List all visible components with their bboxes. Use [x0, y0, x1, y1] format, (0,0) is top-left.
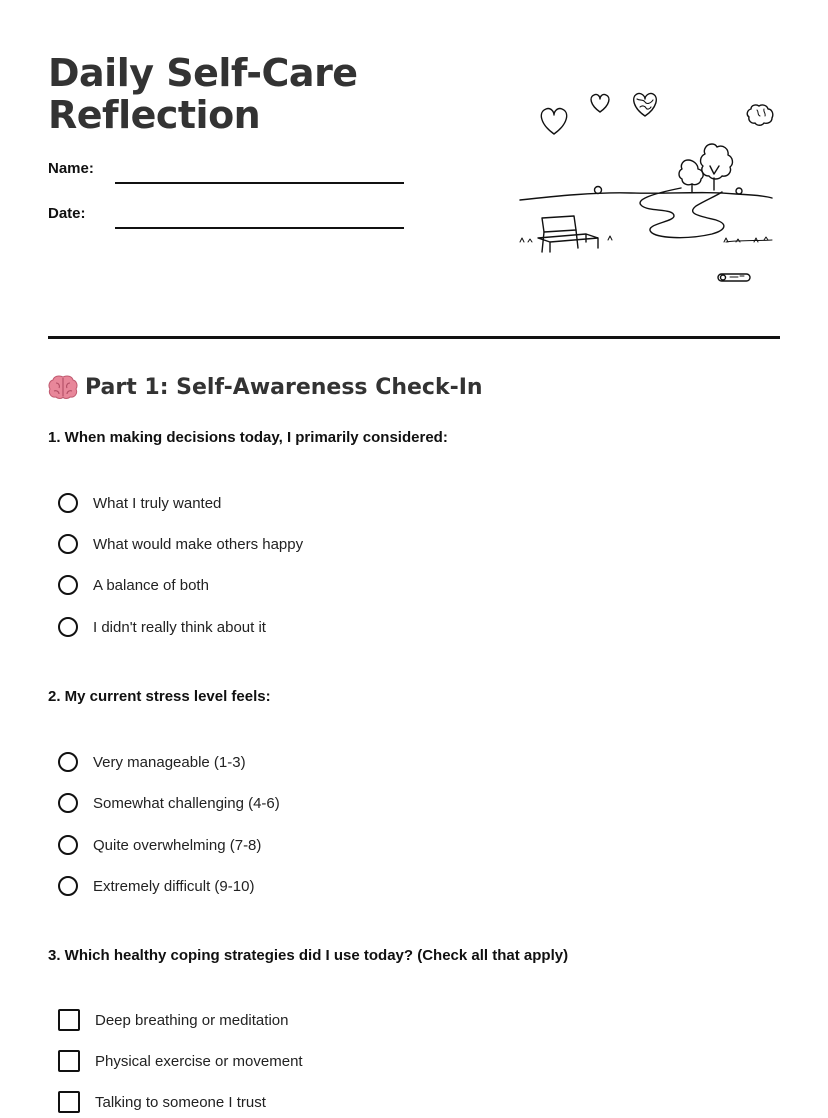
- option-label: A balance of both: [93, 576, 209, 594]
- checkbox[interactable]: [58, 1091, 80, 1113]
- part-1-heading-text: Part 1: Self-Awareness Check-In: [85, 374, 483, 400]
- radio-button[interactable]: [58, 793, 78, 813]
- radio-button[interactable]: [58, 534, 78, 554]
- q3-option[interactable]: [58, 1048, 303, 1074]
- worksheet-page: [48, 0, 780, 1118]
- title-line-1: Daily Self-Care: [48, 51, 358, 95]
- option-label: What would make others happy: [93, 535, 304, 553]
- heart-icon: [591, 94, 609, 112]
- option-label: Very manageable (1-3): [93, 753, 246, 771]
- q2-option[interactable]: [58, 749, 246, 775]
- date-field[interactable]: [48, 205, 408, 231]
- title-line-2: Reflection: [48, 93, 261, 137]
- globe-heart-icon: [634, 93, 657, 116]
- option-label: I didn't really think about it: [93, 618, 266, 636]
- q2-option[interactable]: [58, 790, 280, 816]
- q1-option[interactable]: [58, 614, 266, 640]
- option-label: Quite overwhelming (7-8): [93, 836, 262, 854]
- option-label: Somewhat challenging (4-6): [93, 794, 280, 812]
- section-divider: [48, 336, 780, 339]
- radio-button[interactable]: [58, 493, 78, 513]
- date-label: Date:: [48, 205, 86, 222]
- q1-option[interactable]: [58, 531, 303, 557]
- name-label: Name:: [48, 160, 94, 177]
- bench-icon: [538, 216, 598, 252]
- q3-option[interactable]: [58, 1089, 266, 1115]
- tree-icon: [679, 160, 703, 192]
- name-field[interactable]: [48, 160, 408, 186]
- option-label: What I truly wanted: [93, 494, 222, 512]
- brain-icon: [48, 374, 78, 400]
- date-line[interactable]: [115, 227, 404, 229]
- option-label: Talking to someone I trust: [95, 1093, 266, 1111]
- park-illustration: [516, 82, 776, 292]
- option-label: Extremely difficult (9-10): [93, 877, 255, 895]
- q3-option[interactable]: [58, 1007, 288, 1033]
- radio-button[interactable]: [58, 835, 78, 855]
- checkbox[interactable]: [58, 1009, 80, 1031]
- heart-icon: [541, 109, 566, 134]
- log-icon: [718, 274, 750, 281]
- tree-icon: [701, 144, 733, 190]
- radio-button[interactable]: [58, 617, 78, 637]
- question-1: 1. When making decisions today, I primarily considered:: [48, 429, 448, 446]
- option-label: Physical exercise or movement: [95, 1052, 303, 1070]
- option-label: Deep breathing or meditation: [95, 1011, 289, 1029]
- radio-button[interactable]: [58, 876, 78, 896]
- worksheet-title: [48, 52, 358, 136]
- q2-option[interactable]: [58, 873, 254, 899]
- q1-option[interactable]: [58, 572, 209, 598]
- question-2: 2. My current stress level feels:: [48, 688, 271, 705]
- question-3: 3. Which healthy coping strategies did I use today? (Check all that apply): [48, 947, 569, 964]
- radio-button[interactable]: [58, 575, 78, 595]
- part-1-heading: [48, 374, 483, 400]
- radio-button[interactable]: [58, 752, 78, 772]
- q1-option[interactable]: [58, 490, 221, 516]
- brain-sketch-icon: [747, 105, 773, 125]
- q2-option[interactable]: [58, 832, 261, 858]
- checkbox[interactable]: [58, 1050, 80, 1072]
- name-line[interactable]: [115, 182, 404, 184]
